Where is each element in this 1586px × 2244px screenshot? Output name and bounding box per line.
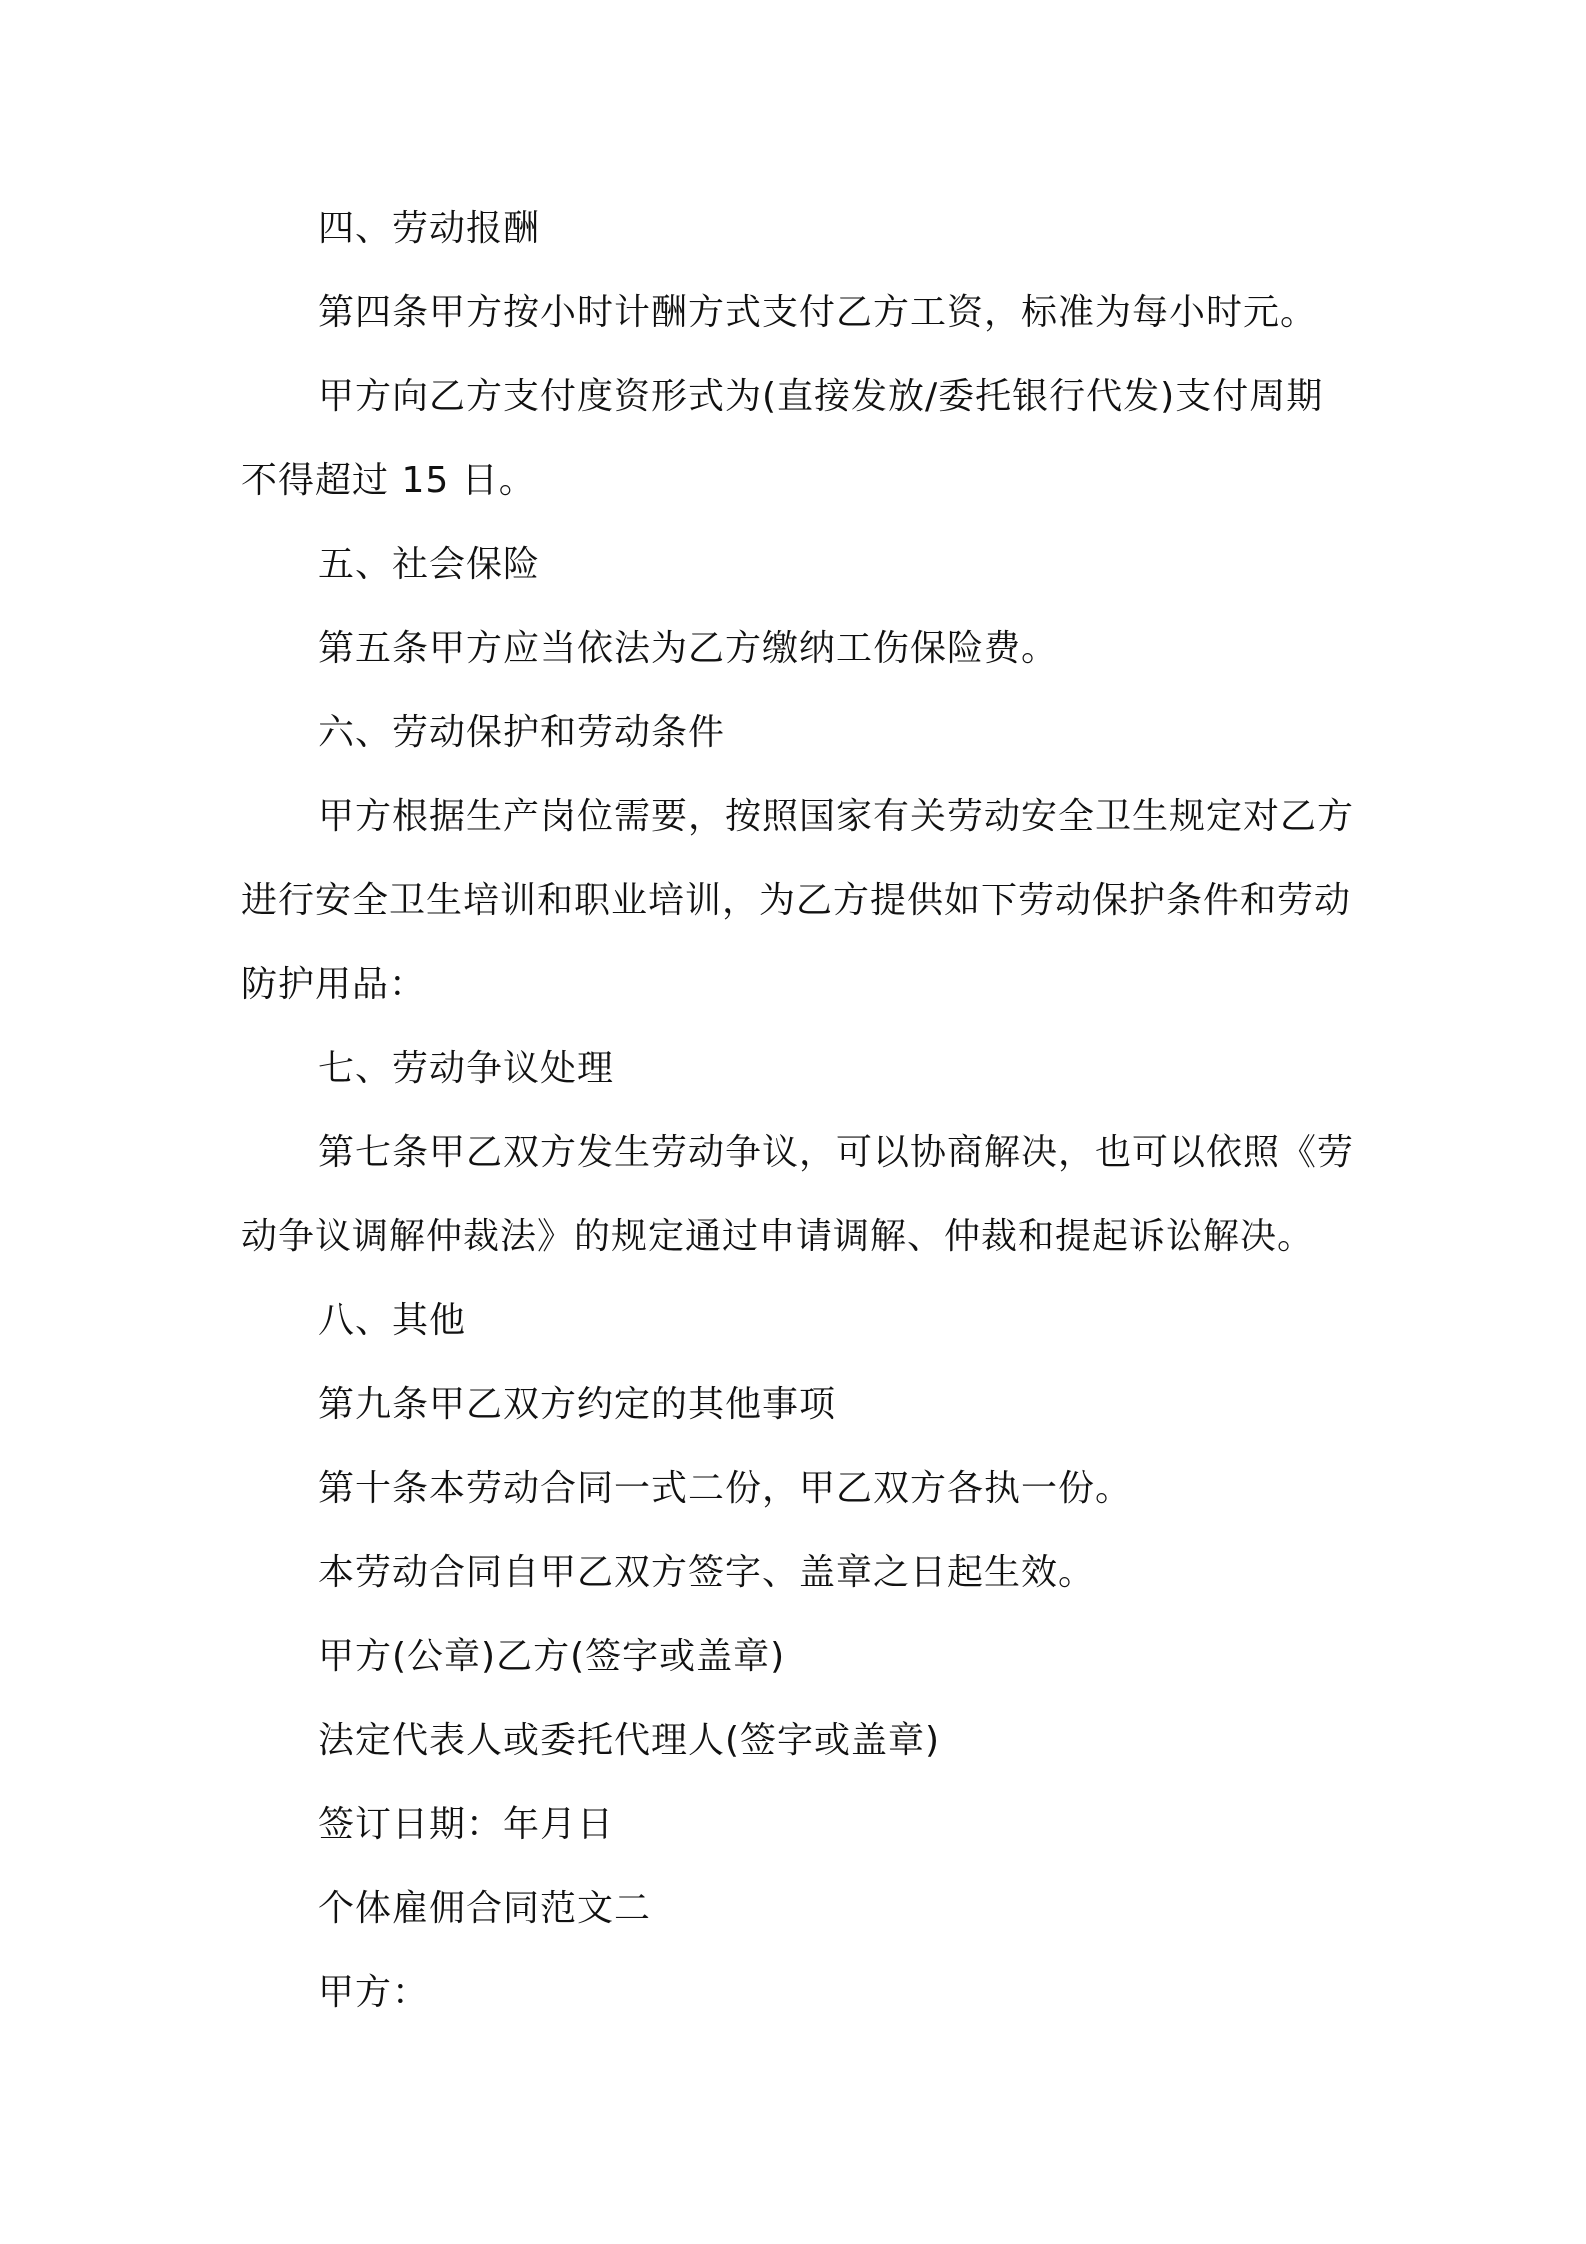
labor-protection-text-line-3: 防护用品：	[241, 964, 427, 1005]
section-heading-social-insurance: 五、社会保险	[318, 544, 541, 585]
legal-representative-line: 法定代表人或委托代理人(签字或盖章)	[318, 1720, 941, 1761]
article-7-text-line-1: 第七条甲乙双方发生劳动争议，可以协商解决，也可以依照《劳	[318, 1132, 1355, 1173]
article-9-text: 第九条甲乙双方约定的其他事项	[318, 1384, 837, 1425]
section-heading-labor-protection: 六、劳动保护和劳动条件	[318, 712, 726, 753]
signature-party-line: 甲方(公章)乙方(签字或盖章)	[318, 1636, 786, 1677]
effective-clause-text: 本劳动合同自甲乙双方签字、盖章之日起生效。	[318, 1552, 1096, 1593]
article-5-text: 第五条甲方应当依法为乙方缴纳工伤保险费。	[318, 628, 1059, 669]
section-heading-other: 八、其他	[318, 1300, 467, 1341]
party-a-label: 甲方：	[318, 1972, 430, 2013]
article-4-text: 第四条甲方按小时计酬方式支付乙方工资，标准为每小时元。	[318, 292, 1318, 333]
article-10-text: 第十条本劳动合同一式二份，甲乙双方各执一份。	[318, 1468, 1133, 1509]
article-7-text-line-2: 动争议调解仲裁法》的规定通过申请调解、仲裁和提起诉讼解决。	[241, 1216, 1315, 1257]
section-heading-labor-pay: 四、劳动报酬	[318, 208, 541, 249]
signing-date-line: 签订日期：年月日	[318, 1804, 615, 1845]
sample-two-title: 个体雇佣合同范文二	[318, 1888, 652, 1929]
labor-protection-text-line-2: 进行安全卫生培训和职业培训，为乙方提供如下劳动保护条件和劳动	[241, 880, 1352, 921]
payment-form-text-line-1: 甲方向乙方支付度资形式为(直接发放/委托银行代发)支付周期	[318, 376, 1324, 417]
labor-protection-text-line-1: 甲方根据生产岗位需要，按照国家有关劳动安全卫生规定对乙方	[318, 796, 1355, 837]
section-heading-dispute: 七、劳动争议处理	[318, 1048, 615, 1089]
payment-form-text-line-2: 不得超过 15 日。	[241, 460, 536, 501]
